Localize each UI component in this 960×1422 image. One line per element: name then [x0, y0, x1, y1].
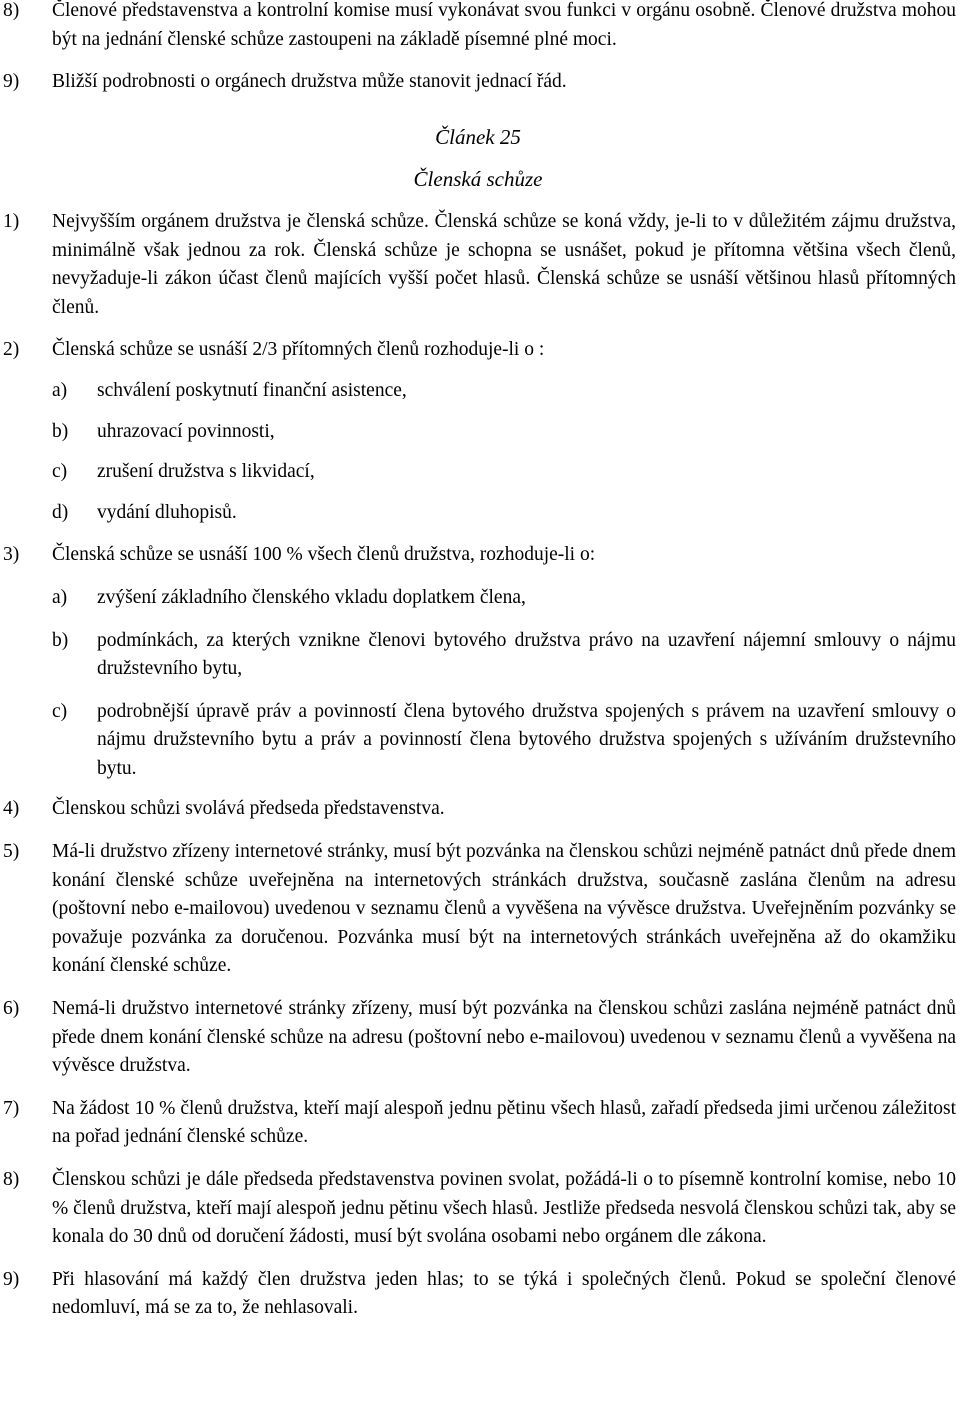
list-item — [0, 377, 956, 406]
section-5 — [0, 838, 956, 981]
section-text: Členská schůze se usnáší 2/3 přítomných členů rozhoduje-li o : — [52, 339, 545, 361]
list-item — [0, 499, 956, 528]
paragraph-8-prev — [0, 0, 956, 54]
section-number: 2) — [3, 339, 20, 361]
list-text: vydání dluhopisů. — [97, 501, 237, 523]
section-text: Členská schůze se usnáší 100 % všech členů družstva, rozhoduje-li o: — [52, 544, 596, 566]
list-text: zrušení družstva s likvidací, — [97, 461, 315, 483]
list-item — [0, 584, 956, 613]
section-number: 9) — [3, 1268, 20, 1290]
paragraph-9-prev — [0, 68, 956, 97]
list-item — [0, 698, 956, 784]
section-number: 4) — [3, 798, 20, 820]
section-number: 5) — [3, 841, 20, 863]
article-title: Členská schůze — [413, 167, 543, 192]
list-letter: c) — [52, 700, 68, 722]
list-letter: b) — [52, 629, 69, 651]
section-text: Nemá-li družstvo internetové stránky zřízeny, musí být pozvánka na členskou schůzi zaslána nejméně patnáct dnů přede dnem konání členské schůze na adresu (poštovní nebo e-mailovou) uvedenou v seznamu členů a vyvěšena na vývěsce družstva. — [52, 998, 956, 1077]
section-text: Má-li družstvo zřízeny internetové stránky, musí být pozvánka na členskou schůzi nejméně patnáct dnů přede dnem konání členské schůze uveřejněna na internetových stránkách družstva, současně zaslána členům na adresu (poštovní nebo e-mailovou) uvedenou v seznamu členů a vyvěšena na vývěsce družstva. Uveřejněním pozvánky se považuje pozvánka za doručenou. Pozvánka musí být na internetových stránkách uveřejněna až do okamžiku konání členské schůze. — [52, 841, 956, 977]
list-text: podmínkách, za kterých vznikne členovi bytového družstva právo na uzavření nájemní smlouvy o nájmu družstevního bytu, — [97, 629, 956, 680]
section-7 — [0, 1095, 956, 1152]
list-letter: d) — [52, 501, 69, 523]
list-item — [0, 418, 956, 447]
list-text: schválení poskytnutí finanční asistence, — [97, 379, 407, 401]
section-number: 7) — [3, 1097, 20, 1119]
article-number: Článek 25 — [435, 124, 521, 149]
section-1 — [0, 208, 956, 322]
list-text: uhrazovací povinnosti, — [97, 420, 275, 442]
section-4 — [0, 795, 956, 824]
paragraph-text: Členové představenstva a kontrolní komise musí vykonávat svou funkci v orgánu osobně. Členové družstva mohou být na jednání členské schůze zastoupeni na základě písemné plné moci. — [52, 0, 956, 50]
section-number: 1) — [3, 210, 20, 232]
list-letter: b) — [52, 420, 69, 442]
section-text: Nejvyšším orgánem družstva je členská schůze. Členská schůze se koná vždy, je-li to v důležitém zájmu družstva, minimálně však jednou za rok. Členská schůze je schopna se usnášet, pokud je přítomna většina všech členů, nevyžaduje-li zákon účast členů majících vyšší počet hlasů. Členská schůze se usnáší většinou hlasů přítomných členů. — [52, 210, 956, 318]
section-3 — [0, 541, 956, 570]
section-number: 6) — [3, 998, 20, 1020]
section-2 — [0, 336, 956, 365]
section-9 — [0, 1266, 956, 1323]
paragraph-text: Bližší podrobnosti o orgánech družstva může stanovit jednací řád. — [52, 71, 567, 93]
section-number: 3) — [3, 544, 20, 566]
section-number: 8) — [3, 1169, 20, 1190]
list-item — [0, 627, 956, 684]
list-letter: a) — [52, 379, 68, 401]
list-item — [0, 458, 956, 487]
section-text: Členskou schůzi je dále předseda představenstva povinen svolat, požádá-li o to písemně kontrolní komise, nebo 10 % členů družstva, kteří mají alespoň jednu pětinu všech hlasů. Jestliže předseda nesvolá členskou schůzi tak, aby se konala do 30 dnů od doručení žádosti, musí být svolána osobami nebo orgánem dle zákona. — [52, 1169, 956, 1248]
section-8 — [0, 1166, 956, 1252]
list-text: podrobnější úpravě práv a povinností člena bytového družstva spojených s právem na uzavření smlouvy o nájmu družstevního bytu a práv a povinností člena bytového družstva spojených s užíváním družstevního bytu. — [97, 700, 956, 779]
section-text: Členskou schůzi svolává předseda představenstva. — [52, 798, 445, 820]
paragraph-number: 8) — [3, 0, 20, 21]
list-letter: a) — [52, 586, 68, 608]
section-6 — [0, 995, 956, 1081]
section-text: Na žádost 10 % členů družstva, kteří mají alespoň jednu pětinu všech hlasů, zařadí předseda jimi určenou záležitost na pořad jednání členské schůze. — [52, 1097, 956, 1148]
list-letter: c) — [52, 461, 68, 483]
section-text: Při hlasování má každý člen družstva jeden hlas; to se týká i společných členů. Pokud se společní členové nedomluví, má se za to, že nehlasovali. — [52, 1268, 956, 1319]
paragraph-number: 9) — [3, 71, 20, 93]
list-text: zvýšení základního členského vkladu doplatkem člena, — [97, 586, 526, 608]
